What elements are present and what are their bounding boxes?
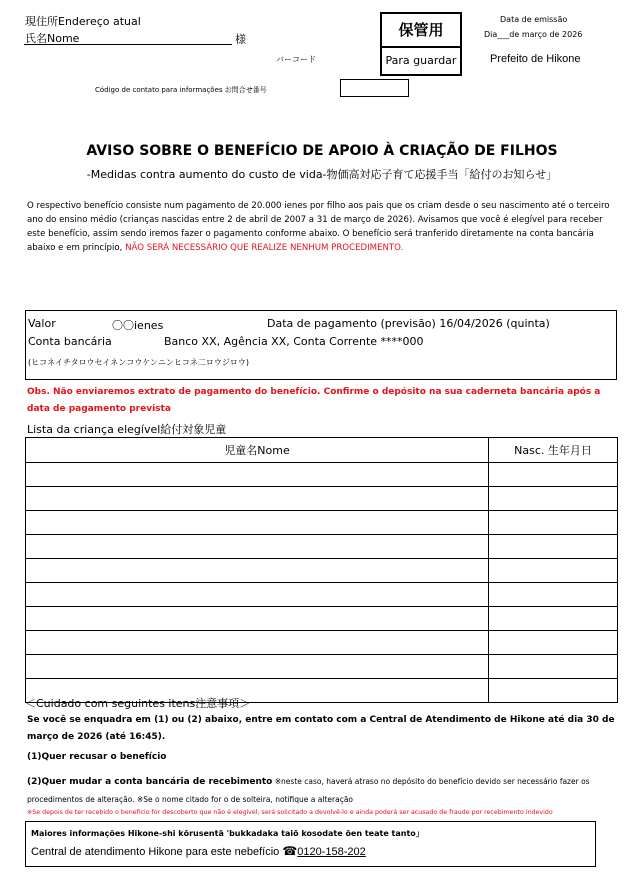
name-underline [24, 44, 232, 45]
child-name-cell [26, 559, 489, 583]
obs-note: Obs. Não enviaremos extrato de pagamento do benefício. Confirme o depósito na sua caderneta bancária após a data de pagamento prevista [27, 387, 601, 414]
child-name-cell [26, 631, 489, 655]
value-label: Valor [28, 317, 56, 330]
account-label: Conta bancária [28, 335, 112, 348]
child-name-cell [26, 655, 489, 679]
table-row [26, 535, 618, 559]
child-name-cell [26, 607, 489, 631]
caution-title: ＜Cuidado com seguintes itens注意事項＞ [25, 697, 251, 710]
footer-contact [31, 844, 366, 858]
emission-label: Data de emissão [500, 15, 568, 24]
child-birth-cell [489, 463, 618, 487]
caution-item-2-note: ※neste caso, haverá atraso no depósito do benefício devido ser necessário fazer os procedimentos de alteração. ※Se o nome citado for o de solteira, notifique a alteração [27, 777, 590, 804]
caution-item-2 [27, 773, 617, 809]
footer-info: Maiores informações Hikone-shi kōrusentā 'bukkadaka taiō kosodate ōen teate tanto」 [31, 829, 424, 838]
child-birth-cell [489, 583, 618, 607]
children-table [25, 437, 618, 703]
payment-date: Data de pagamento (previsão) 16/04/2026 (quinta) [267, 317, 550, 330]
account-holder: (ヒコネイチタロウセイネンコウケンニンヒコネ二ロウジロウ) [28, 358, 249, 367]
col-birth-header: Nasc. 生年月日 [489, 438, 618, 463]
emission-date: Dia___de março de 2026 [484, 30, 583, 39]
child-birth-cell [489, 487, 618, 511]
storage-stamp-pt: Para guardar [385, 54, 457, 67]
footer-contact-label: Central de atendimento Hikone para este nebefício [31, 846, 283, 858]
honorific: 様 [235, 33, 246, 46]
contact-code-box [340, 79, 409, 97]
intro-text: O respectivo benefício consiste num pagamento de 20.000 ienes por filho aos pais que os criam desde o seu nascimento até o terceiro ano do ensino médio (crianças nascidas entre 2 de abril de 2007 a 31 de março de 2026). Avisamos que você é elegível para receber este benefício, assim sendo iremos fazer o pagamento conforme abaixo. O benefício será tranferido diretamente na conta bancária abaixo e em princípio, [27, 201, 610, 253]
mayor-signature: Prefeito de Hikone [490, 53, 581, 65]
table-row [26, 631, 618, 655]
caution-intro: Se você se enquadra em (1) ou (2) abaixo, entre em contato com a Central de Atendimento de Hikone até dia 30 de março de 2026 (até 16:45). [27, 715, 615, 742]
child-name-cell [26, 535, 489, 559]
storage-stamp [380, 12, 462, 76]
child-birth-cell [489, 535, 618, 559]
payment-box [25, 310, 617, 380]
table-header-row [26, 438, 618, 463]
name-label: 氏名Nome [25, 32, 80, 45]
table-row [26, 559, 618, 583]
address-label: 現住所Endereço atual [25, 15, 141, 28]
contact-code-label: Código de contato para informações お問合せ番号 [95, 86, 267, 94]
intro-highlight: NÃO SERÁ NECESSÁRIO QUE REALIZE NENHUM PROCEDIMENTO. [125, 243, 404, 253]
children-list-title: Lista da criança elegível給付対象児童 [27, 423, 227, 436]
page-subtitle: -Medidas contra aumento do custo de vida-物価高対応子育て応援手当「給付のお知らせ」 [86, 168, 558, 181]
fraud-warning: ※Se depois de ter recebido o benefício for descoberto que não é elegível, será solicitado a devolvê-lo e ainda poderá ser acusado de fraude por recebimento indevido [27, 809, 553, 816]
table-row [26, 607, 618, 631]
caution-item-2-title: (2)Quer mudar a conta bancária de recebimento [27, 777, 273, 787]
table-row [26, 463, 618, 487]
child-name-cell [26, 487, 489, 511]
child-name-cell [26, 463, 489, 487]
child-birth-cell [489, 607, 618, 631]
phone-number[interactable]: 0120-158-202 [297, 846, 366, 858]
child-name-cell [26, 511, 489, 535]
table-row [26, 511, 618, 535]
col-name-header: 児童名Nome [26, 438, 489, 463]
value-amount: 〇〇ienes [112, 319, 164, 332]
intro-paragraph [27, 199, 617, 255]
barcode-label: バーコード [276, 55, 316, 64]
child-name-cell [26, 583, 489, 607]
table-row [26, 655, 618, 679]
storage-stamp-jp: 保管用 [382, 14, 460, 48]
child-birth-cell [489, 655, 618, 679]
caution-item-1: (1)Quer recusar o benefício [27, 752, 167, 762]
child-birth-cell [489, 631, 618, 655]
table-row [26, 487, 618, 511]
table-row [26, 583, 618, 607]
child-birth-cell [489, 559, 618, 583]
child-birth-cell [489, 679, 618, 703]
child-birth-cell [489, 511, 618, 535]
phone-icon: ☎ [282, 844, 298, 858]
account-details: Banco XX, Agência XX, Conta Corrente ****000 [164, 335, 424, 348]
page-title: AVISO SOBRE O BENEFÍCIO DE APOIO À CRIAÇÃO DE FILHOS [86, 143, 558, 159]
footer-box [25, 821, 596, 867]
